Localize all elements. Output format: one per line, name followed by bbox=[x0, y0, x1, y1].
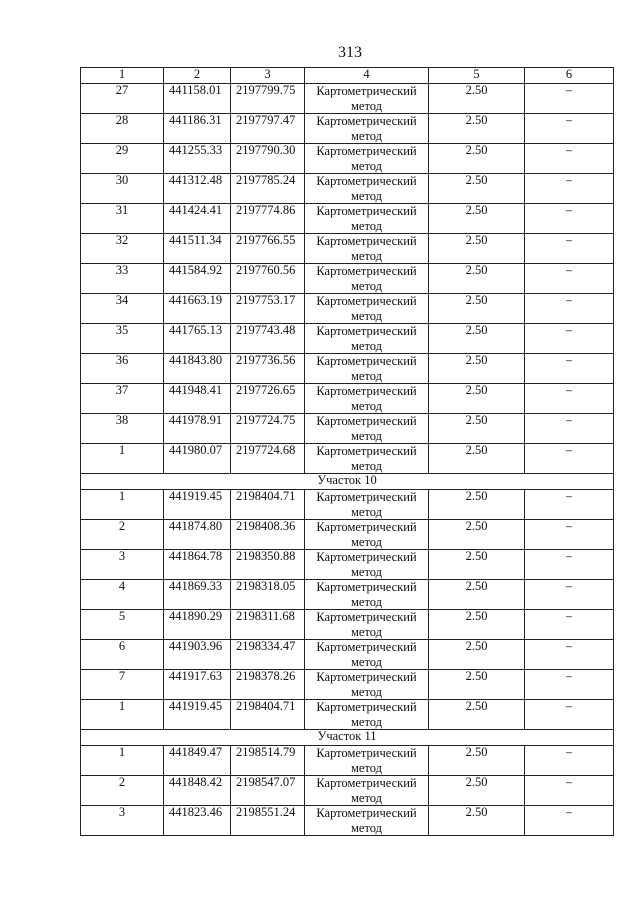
y-coordinate-cell: 2198514.79 bbox=[231, 746, 305, 776]
accuracy-cell: 2.50 bbox=[429, 776, 525, 806]
point-number-cell: 30 bbox=[81, 174, 164, 204]
table-row bbox=[81, 384, 614, 414]
table-row bbox=[81, 520, 614, 550]
note-cell: – bbox=[525, 324, 614, 354]
point-number-cell: 34 bbox=[81, 294, 164, 324]
note-cell: – bbox=[525, 444, 614, 474]
x-coordinate-cell: 441765.13 bbox=[164, 324, 231, 354]
accuracy-cell: 2.50 bbox=[429, 610, 525, 640]
table-row bbox=[81, 144, 614, 174]
coordinates-table bbox=[80, 67, 614, 836]
note-cell: – bbox=[525, 414, 614, 444]
method-cell: Картометрический метод bbox=[305, 414, 429, 444]
point-number-cell: 2 bbox=[81, 776, 164, 806]
accuracy-cell: 2.50 bbox=[429, 414, 525, 444]
accuracy-cell: 2.50 bbox=[429, 520, 525, 550]
column-header: 4 bbox=[305, 68, 429, 84]
note-cell: – bbox=[525, 264, 614, 294]
note-cell: – bbox=[525, 174, 614, 204]
table-row bbox=[81, 444, 614, 474]
method-cell: Картометрический метод bbox=[305, 610, 429, 640]
y-coordinate-cell: 2197753.17 bbox=[231, 294, 305, 324]
y-coordinate-cell: 2198408.36 bbox=[231, 520, 305, 550]
table-row bbox=[81, 234, 614, 264]
note-cell: – bbox=[525, 114, 614, 144]
y-coordinate-cell: 2197797.47 bbox=[231, 114, 305, 144]
method-cell: Картометрический метод bbox=[305, 84, 429, 114]
y-coordinate-cell: 2198404.71 bbox=[231, 490, 305, 520]
x-coordinate-cell: 441948.41 bbox=[164, 384, 231, 414]
point-number-cell: 1 bbox=[81, 444, 164, 474]
method-cell: Картометрический метод bbox=[305, 354, 429, 384]
y-coordinate-cell: 2198551.24 bbox=[231, 806, 305, 836]
y-coordinate-cell: 2197736.56 bbox=[231, 354, 305, 384]
note-cell: – bbox=[525, 610, 614, 640]
y-coordinate-cell: 2198547.07 bbox=[231, 776, 305, 806]
column-header: 3 bbox=[231, 68, 305, 84]
table-row bbox=[81, 580, 614, 610]
method-cell: Картометрический метод bbox=[305, 806, 429, 836]
accuracy-cell: 2.50 bbox=[429, 324, 525, 354]
table-row bbox=[81, 354, 614, 384]
method-cell: Картометрический метод bbox=[305, 294, 429, 324]
section-row bbox=[81, 730, 614, 746]
y-coordinate-cell: 2198378.26 bbox=[231, 670, 305, 700]
table-row bbox=[81, 776, 614, 806]
x-coordinate-cell: 441186.31 bbox=[164, 114, 231, 144]
method-cell: Картометрический метод bbox=[305, 234, 429, 264]
point-number-cell: 37 bbox=[81, 384, 164, 414]
section-title: Участок 10 bbox=[81, 474, 614, 490]
note-cell: – bbox=[525, 520, 614, 550]
point-number-cell: 36 bbox=[81, 354, 164, 384]
x-coordinate-cell: 441849.47 bbox=[164, 746, 231, 776]
x-coordinate-cell: 441978.91 bbox=[164, 414, 231, 444]
x-coordinate-cell: 441255.33 bbox=[164, 144, 231, 174]
y-coordinate-cell: 2197760.56 bbox=[231, 264, 305, 294]
column-header: 2 bbox=[164, 68, 231, 84]
x-coordinate-cell: 441917.63 bbox=[164, 670, 231, 700]
table-row bbox=[81, 746, 614, 776]
x-coordinate-cell: 441980.07 bbox=[164, 444, 231, 474]
accuracy-cell: 2.50 bbox=[429, 670, 525, 700]
note-cell: – bbox=[525, 700, 614, 730]
accuracy-cell: 2.50 bbox=[429, 144, 525, 174]
method-cell: Картометрический метод bbox=[305, 174, 429, 204]
accuracy-cell: 2.50 bbox=[429, 84, 525, 114]
y-coordinate-cell: 2197724.68 bbox=[231, 444, 305, 474]
accuracy-cell: 2.50 bbox=[429, 294, 525, 324]
x-coordinate-cell: 441903.96 bbox=[164, 640, 231, 670]
accuracy-cell: 2.50 bbox=[429, 806, 525, 836]
x-coordinate-cell: 441874.80 bbox=[164, 520, 231, 550]
table-row bbox=[81, 610, 614, 640]
table-row bbox=[81, 204, 614, 234]
method-cell: Картометрический метод bbox=[305, 264, 429, 294]
y-coordinate-cell: 2197790.30 bbox=[231, 144, 305, 174]
table-body bbox=[81, 84, 614, 836]
note-cell: – bbox=[525, 204, 614, 234]
x-coordinate-cell: 441864.78 bbox=[164, 550, 231, 580]
accuracy-cell: 2.50 bbox=[429, 444, 525, 474]
column-header: 5 bbox=[429, 68, 525, 84]
y-coordinate-cell: 2197743.48 bbox=[231, 324, 305, 354]
table-row bbox=[81, 640, 614, 670]
y-coordinate-cell: 2197785.24 bbox=[231, 174, 305, 204]
point-number-cell: 3 bbox=[81, 550, 164, 580]
point-number-cell: 38 bbox=[81, 414, 164, 444]
x-coordinate-cell: 441158.01 bbox=[164, 84, 231, 114]
note-cell: – bbox=[525, 776, 614, 806]
note-cell: – bbox=[525, 84, 614, 114]
page-number: 313 bbox=[338, 44, 362, 61]
accuracy-cell: 2.50 bbox=[429, 640, 525, 670]
y-coordinate-cell: 2198350.88 bbox=[231, 550, 305, 580]
note-cell: – bbox=[525, 354, 614, 384]
x-coordinate-cell: 441823.46 bbox=[164, 806, 231, 836]
x-coordinate-cell: 441424.41 bbox=[164, 204, 231, 234]
y-coordinate-cell: 2197774.86 bbox=[231, 204, 305, 234]
table-row bbox=[81, 700, 614, 730]
x-coordinate-cell: 441843.80 bbox=[164, 354, 231, 384]
note-cell: – bbox=[525, 294, 614, 324]
x-coordinate-cell: 441869.33 bbox=[164, 580, 231, 610]
column-header: 6 bbox=[525, 68, 614, 84]
note-cell: – bbox=[525, 670, 614, 700]
method-cell: Картометрический метод bbox=[305, 580, 429, 610]
point-number-cell: 28 bbox=[81, 114, 164, 144]
accuracy-cell: 2.50 bbox=[429, 384, 525, 414]
x-coordinate-cell: 441919.45 bbox=[164, 490, 231, 520]
point-number-cell: 3 bbox=[81, 806, 164, 836]
accuracy-cell: 2.50 bbox=[429, 264, 525, 294]
method-cell: Картометрический метод bbox=[305, 114, 429, 144]
accuracy-cell: 2.50 bbox=[429, 354, 525, 384]
accuracy-cell: 2.50 bbox=[429, 174, 525, 204]
accuracy-cell: 2.50 bbox=[429, 114, 525, 144]
y-coordinate-cell: 2197799.75 bbox=[231, 84, 305, 114]
method-cell: Картометрический метод bbox=[305, 700, 429, 730]
x-coordinate-cell: 441663.19 bbox=[164, 294, 231, 324]
method-cell: Картометрический метод bbox=[305, 520, 429, 550]
point-number-cell: 35 bbox=[81, 324, 164, 354]
y-coordinate-cell: 2197724.75 bbox=[231, 414, 305, 444]
note-cell: – bbox=[525, 640, 614, 670]
note-cell: – bbox=[525, 490, 614, 520]
table-row bbox=[81, 324, 614, 354]
y-coordinate-cell: 2198318.05 bbox=[231, 580, 305, 610]
point-number-cell: 2 bbox=[81, 520, 164, 550]
method-cell: Картометрический метод bbox=[305, 640, 429, 670]
method-cell: Картометрический метод bbox=[305, 444, 429, 474]
point-number-cell: 27 bbox=[81, 84, 164, 114]
table-row bbox=[81, 414, 614, 444]
note-cell: – bbox=[525, 234, 614, 264]
x-coordinate-cell: 441890.29 bbox=[164, 610, 231, 640]
table-row bbox=[81, 84, 614, 114]
method-cell: Картометрический метод bbox=[305, 384, 429, 414]
method-cell: Картометрический метод bbox=[305, 746, 429, 776]
point-number-cell: 1 bbox=[81, 700, 164, 730]
point-number-cell: 31 bbox=[81, 204, 164, 234]
column-header: 1 bbox=[81, 68, 164, 84]
point-number-cell: 5 bbox=[81, 610, 164, 640]
point-number-cell: 7 bbox=[81, 670, 164, 700]
y-coordinate-cell: 2198404.71 bbox=[231, 700, 305, 730]
y-coordinate-cell: 2197726.65 bbox=[231, 384, 305, 414]
x-coordinate-cell: 441848.42 bbox=[164, 776, 231, 806]
point-number-cell: 1 bbox=[81, 746, 164, 776]
method-cell: Картометрический метод bbox=[305, 490, 429, 520]
note-cell: – bbox=[525, 384, 614, 414]
method-cell: Картометрический метод bbox=[305, 670, 429, 700]
accuracy-cell: 2.50 bbox=[429, 580, 525, 610]
accuracy-cell: 2.50 bbox=[429, 204, 525, 234]
accuracy-cell: 2.50 bbox=[429, 746, 525, 776]
table-row bbox=[81, 114, 614, 144]
x-coordinate-cell: 441312.48 bbox=[164, 174, 231, 204]
method-cell: Картометрический метод bbox=[305, 144, 429, 174]
note-cell: – bbox=[525, 746, 614, 776]
point-number-cell: 6 bbox=[81, 640, 164, 670]
table-row bbox=[81, 294, 614, 324]
table-row bbox=[81, 806, 614, 836]
section-title: Участок 11 bbox=[81, 730, 614, 746]
x-coordinate-cell: 441511.34 bbox=[164, 234, 231, 264]
point-number-cell: 32 bbox=[81, 234, 164, 264]
accuracy-cell: 2.50 bbox=[429, 550, 525, 580]
table-row bbox=[81, 490, 614, 520]
method-cell: Картометрический метод bbox=[305, 776, 429, 806]
point-number-cell: 33 bbox=[81, 264, 164, 294]
y-coordinate-cell: 2197766.55 bbox=[231, 234, 305, 264]
x-coordinate-cell: 441584.92 bbox=[164, 264, 231, 294]
table-row bbox=[81, 670, 614, 700]
accuracy-cell: 2.50 bbox=[429, 490, 525, 520]
method-cell: Картометрический метод bbox=[305, 204, 429, 234]
section-row bbox=[81, 474, 614, 490]
y-coordinate-cell: 2198334.47 bbox=[231, 640, 305, 670]
accuracy-cell: 2.50 bbox=[429, 700, 525, 730]
y-coordinate-cell: 2198311.68 bbox=[231, 610, 305, 640]
point-number-cell: 29 bbox=[81, 144, 164, 174]
note-cell: – bbox=[525, 580, 614, 610]
x-coordinate-cell: 441919.45 bbox=[164, 700, 231, 730]
note-cell: – bbox=[525, 550, 614, 580]
table-row bbox=[81, 264, 614, 294]
method-cell: Картометрический метод bbox=[305, 324, 429, 354]
point-number-cell: 4 bbox=[81, 580, 164, 610]
note-cell: – bbox=[525, 144, 614, 174]
point-number-cell: 1 bbox=[81, 490, 164, 520]
method-cell: Картометрический метод bbox=[305, 550, 429, 580]
accuracy-cell: 2.50 bbox=[429, 234, 525, 264]
table-row bbox=[81, 550, 614, 580]
column-header-row bbox=[81, 68, 614, 84]
note-cell: – bbox=[525, 806, 614, 836]
table-row bbox=[81, 174, 614, 204]
